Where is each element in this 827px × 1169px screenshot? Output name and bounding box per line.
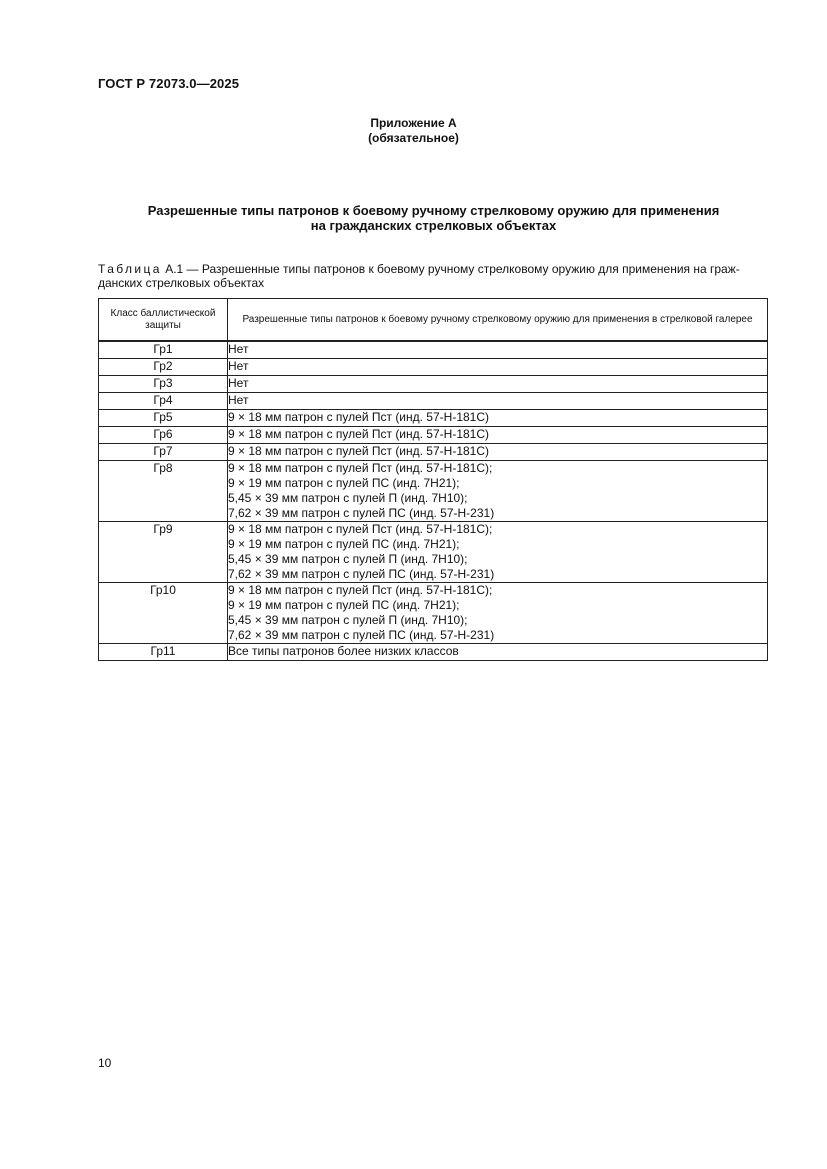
cartridge-type-line: 5,45 × 39 мм патрон с пулей П (инд. 7Н10); — [228, 491, 468, 505]
annex-heading — [0, 116, 827, 146]
annex-status: (обязательное) — [368, 131, 459, 145]
table-header-row — [99, 299, 768, 342]
class-cell: Гр4 — [99, 393, 228, 410]
table-row — [99, 359, 768, 376]
table-body — [99, 341, 768, 661]
types-cell — [228, 341, 768, 359]
class-cell: Гр10 — [99, 583, 228, 644]
cartridge-type-line: 5,45 × 39 мм патрон с пулей П (инд. 7Н10); — [228, 552, 468, 566]
annex-title: Приложение А — [370, 116, 457, 130]
table-row — [99, 393, 768, 410]
class-cell: Гр6 — [99, 427, 228, 444]
cartridge-type-line: 9 × 18 мм патрон с пулей Пст (инд. 57-Н-181С); — [228, 583, 493, 597]
table-row — [99, 461, 768, 522]
table-caption — [98, 262, 770, 290]
types-cell — [228, 359, 768, 376]
table-row — [99, 522, 768, 583]
types-cell — [228, 427, 768, 444]
cartridge-type-line: Все типы патронов более низких классов — [228, 644, 459, 658]
class-cell: Гр3 — [99, 376, 228, 393]
class-cell: Гр5 — [99, 410, 228, 427]
types-cell — [228, 376, 768, 393]
cartridge-type-line: 9 × 18 мм патрон с пулей Пст (инд. 57-Н-181С) — [228, 427, 489, 441]
table-row — [99, 427, 768, 444]
class-cell: Гр9 — [99, 522, 228, 583]
document-code: ГОСТ Р 72073.0—2025 — [98, 76, 240, 91]
table-row — [99, 444, 768, 461]
class-cell: Гр7 — [99, 444, 228, 461]
table-row — [99, 410, 768, 427]
cartridge-type-line: 5,45 × 39 мм патрон с пулей П (инд. 7Н10); — [228, 613, 468, 627]
cartridge-type-line: 9 × 18 мм патрон с пулей Пст (инд. 57-Н-181С) — [228, 444, 489, 458]
header-types-cell: Разрешенные типы патронов к боевому ручному стрелковому оружию для применения в стрелковой галерее — [228, 299, 768, 342]
types-cell — [228, 644, 768, 661]
types-cell — [228, 393, 768, 410]
class-cell: Гр1 — [99, 341, 228, 359]
cartridge-types-table — [98, 298, 768, 661]
types-cell — [228, 461, 768, 522]
cartridge-type-line: 7,62 × 39 мм патрон с пулей ПС (инд. 57-Н-231) — [228, 567, 495, 581]
table-caption-text: А.1 — Разрешенные типы патронов к боевому ручному стрелковому оружию для применения на граж-данских стрелковых объектах — [98, 262, 740, 290]
cartridge-type-line: 9 × 18 мм патрон с пулей Пст (инд. 57-Н-181С); — [228, 522, 493, 536]
table-caption-label: Таблица — [98, 262, 162, 276]
table-row — [99, 583, 768, 644]
cartridge-type-line: 9 × 19 мм патрон с пулей ПС (инд. 7Н21); — [228, 537, 460, 551]
class-cell: Гр8 — [99, 461, 228, 522]
types-cell — [228, 522, 768, 583]
cartridge-type-line: 7,62 × 39 мм патрон с пулей ПС (инд. 57-Н-231) — [228, 628, 495, 642]
cartridge-type-line: 9 × 19 мм патрон с пулей ПС (инд. 7Н21); — [228, 476, 460, 490]
cartridge-type-line: Нет — [228, 359, 249, 373]
page-number: 10 — [98, 1056, 112, 1070]
types-cell — [228, 410, 768, 427]
table-row — [99, 376, 768, 393]
document-title — [90, 203, 777, 233]
header-class-cell: Класс баллистической защиты — [99, 299, 228, 342]
cartridge-type-line: Нет — [228, 376, 249, 390]
cartridge-type-line: 9 × 19 мм патрон с пулей ПС (инд. 7Н21); — [228, 598, 460, 612]
cartridge-type-line: 7,62 × 39 мм патрон с пулей ПС (инд. 57-Н-231) — [228, 506, 495, 520]
document-title-line-1: Разрешенные типы патронов к боевому ручному стрелковому оружию для применения — [147, 203, 720, 218]
table-row — [99, 341, 768, 359]
types-cell — [228, 583, 768, 644]
table-row — [99, 644, 768, 661]
class-cell: Гр2 — [99, 359, 228, 376]
document-title-line-2: на гражданских стрелковых объектах — [310, 218, 557, 233]
cartridge-type-line: 9 × 18 мм патрон с пулей Пст (инд. 57-Н-181С); — [228, 461, 493, 475]
types-cell — [228, 444, 768, 461]
cartridge-type-line: Нет — [228, 393, 249, 407]
cartridge-type-line: 9 × 18 мм патрон с пулей Пст (инд. 57-Н-181С) — [228, 410, 489, 424]
cartridge-type-line: Нет — [228, 342, 249, 356]
class-cell: Гр11 — [99, 644, 228, 661]
